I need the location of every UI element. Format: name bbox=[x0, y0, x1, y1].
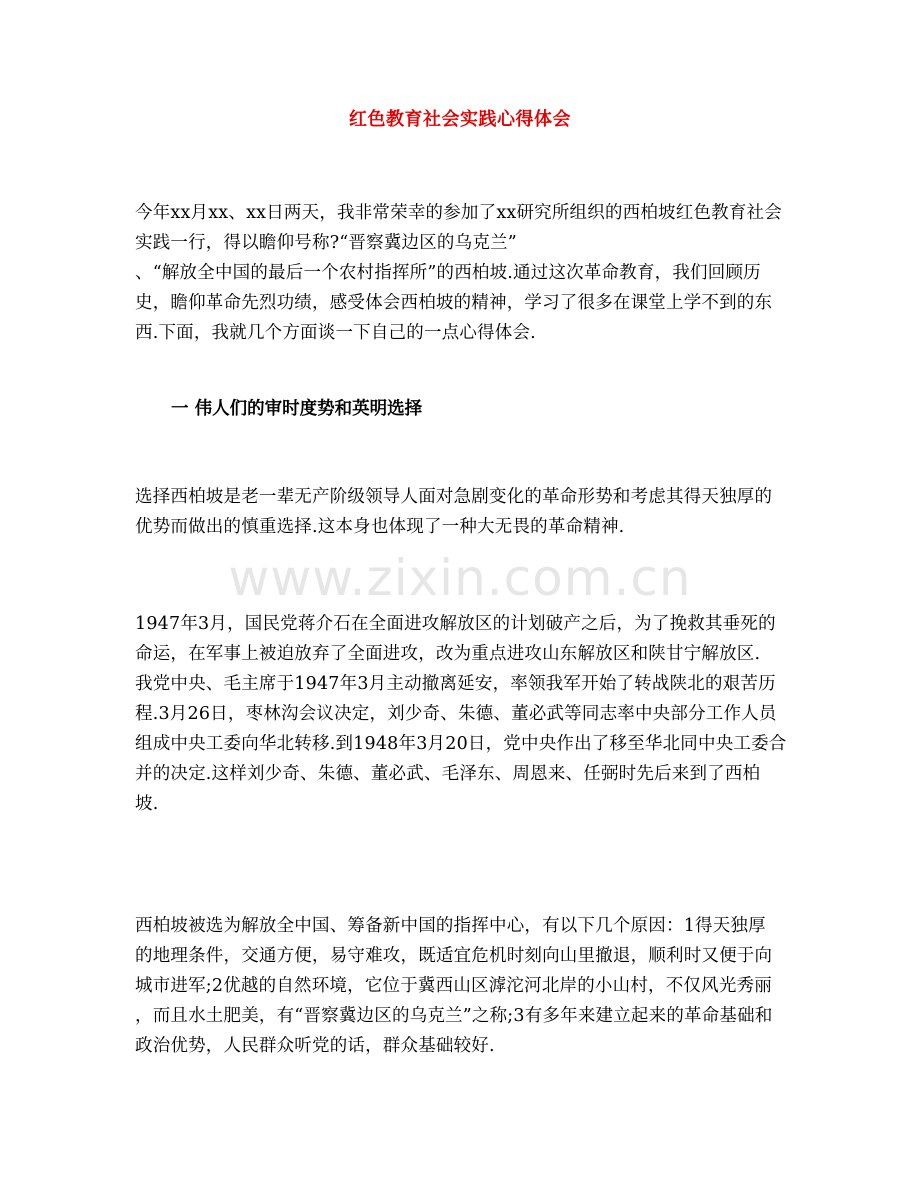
intro-line-1: 今年xx月xx、xx日两天，我非常荣幸的参加了xx研究所组织的西柏坡红色教育社会 bbox=[135, 203, 782, 223]
para2-line-4: 程.3月26日，枣林沟会议决定，刘少奇、朱德、董必武等同志率中央部分工作人员 bbox=[135, 704, 777, 724]
intro-line-5: 西.下面，我就几个方面谈一下自己的一点心得体会. bbox=[135, 323, 536, 343]
para2-line-1: 1947年3月，国民党蒋介石在全面进攻解放区的计划破产之后，为了挽救其垂死的 bbox=[135, 614, 776, 634]
intro-line-3: 、“解放全中国的最后一个农村指挥所”的西柏坡.通过这次革命教育，我们回顾历 bbox=[135, 263, 761, 283]
para1-line-2: 优势而做出的慎重选择.这本身也体现了一种大无畏的革命精神. bbox=[135, 517, 625, 537]
para2-line-5: 组成中央工委向华北转移.到1948年3月20日，党中央作出了移至华北同中央工委合 bbox=[135, 734, 787, 754]
para2-line-7: 坡. bbox=[135, 794, 159, 814]
para2-line-2: 命运，在军事上被迫放弃了全面进攻，改为重点进攻山东解放区和陕甘宁解放区. bbox=[135, 644, 761, 664]
para3-line-1: 西柏坡被选为解放全中国、筹备新中国的指挥中心，有以下几个原因：1得天独厚 bbox=[135, 916, 766, 936]
para3-line-5: 政治优势，人民群众听党的话，群众基础较好. bbox=[135, 1036, 495, 1056]
body-paragraph-1 bbox=[135, 482, 787, 542]
body-paragraph-3 bbox=[135, 911, 787, 1061]
watermark-text: www.zixin.com.cn bbox=[228, 549, 692, 607]
intro-line-2: 实践一行，得以瞻仰号称?“晋察冀边区的乌克兰” bbox=[135, 233, 517, 253]
para2-line-3: 我党中央、毛主席于1947年3月主动撤离延安，率领我军开始了转战陕北的艰苦历 bbox=[135, 674, 776, 694]
section-heading: 一 伟人们的审时度势和英明选择 bbox=[171, 399, 423, 419]
para3-line-2: 的地理条件，交通方便，易守难攻，既适宜危机时刻向山里撤退，顺利时又便于向 bbox=[135, 946, 773, 966]
para3-line-3: 城市进军;2优越的自然环境，它位于冀西山区滹沱河北岸的小山村，不仅风光秀丽 bbox=[135, 976, 772, 996]
para3-line-4: ，而且水土肥美，有“晋察冀边区的乌克兰”之称;3有多年来建立起来的革命基础和 bbox=[135, 1006, 773, 1026]
intro-line-4: 史，瞻仰革命先烈功绩，感受体会西柏坡的精神，学习了很多在课堂上学不到的东 bbox=[135, 293, 773, 313]
intro-paragraph bbox=[135, 198, 787, 348]
para2-line-6: 并的决定.这样刘少奇、朱德、董必武、毛泽东、周恩来、任弼时先后来到了西柏 bbox=[135, 764, 761, 784]
para1-line-1: 选择西柏坡是老一辈无产阶级领导人面对急剧变化的革命形势和考虑其得天独厚的 bbox=[135, 487, 773, 507]
body-paragraph-2 bbox=[135, 609, 787, 819]
document-title: 红色教育社会实践心得体会 bbox=[349, 109, 571, 130]
